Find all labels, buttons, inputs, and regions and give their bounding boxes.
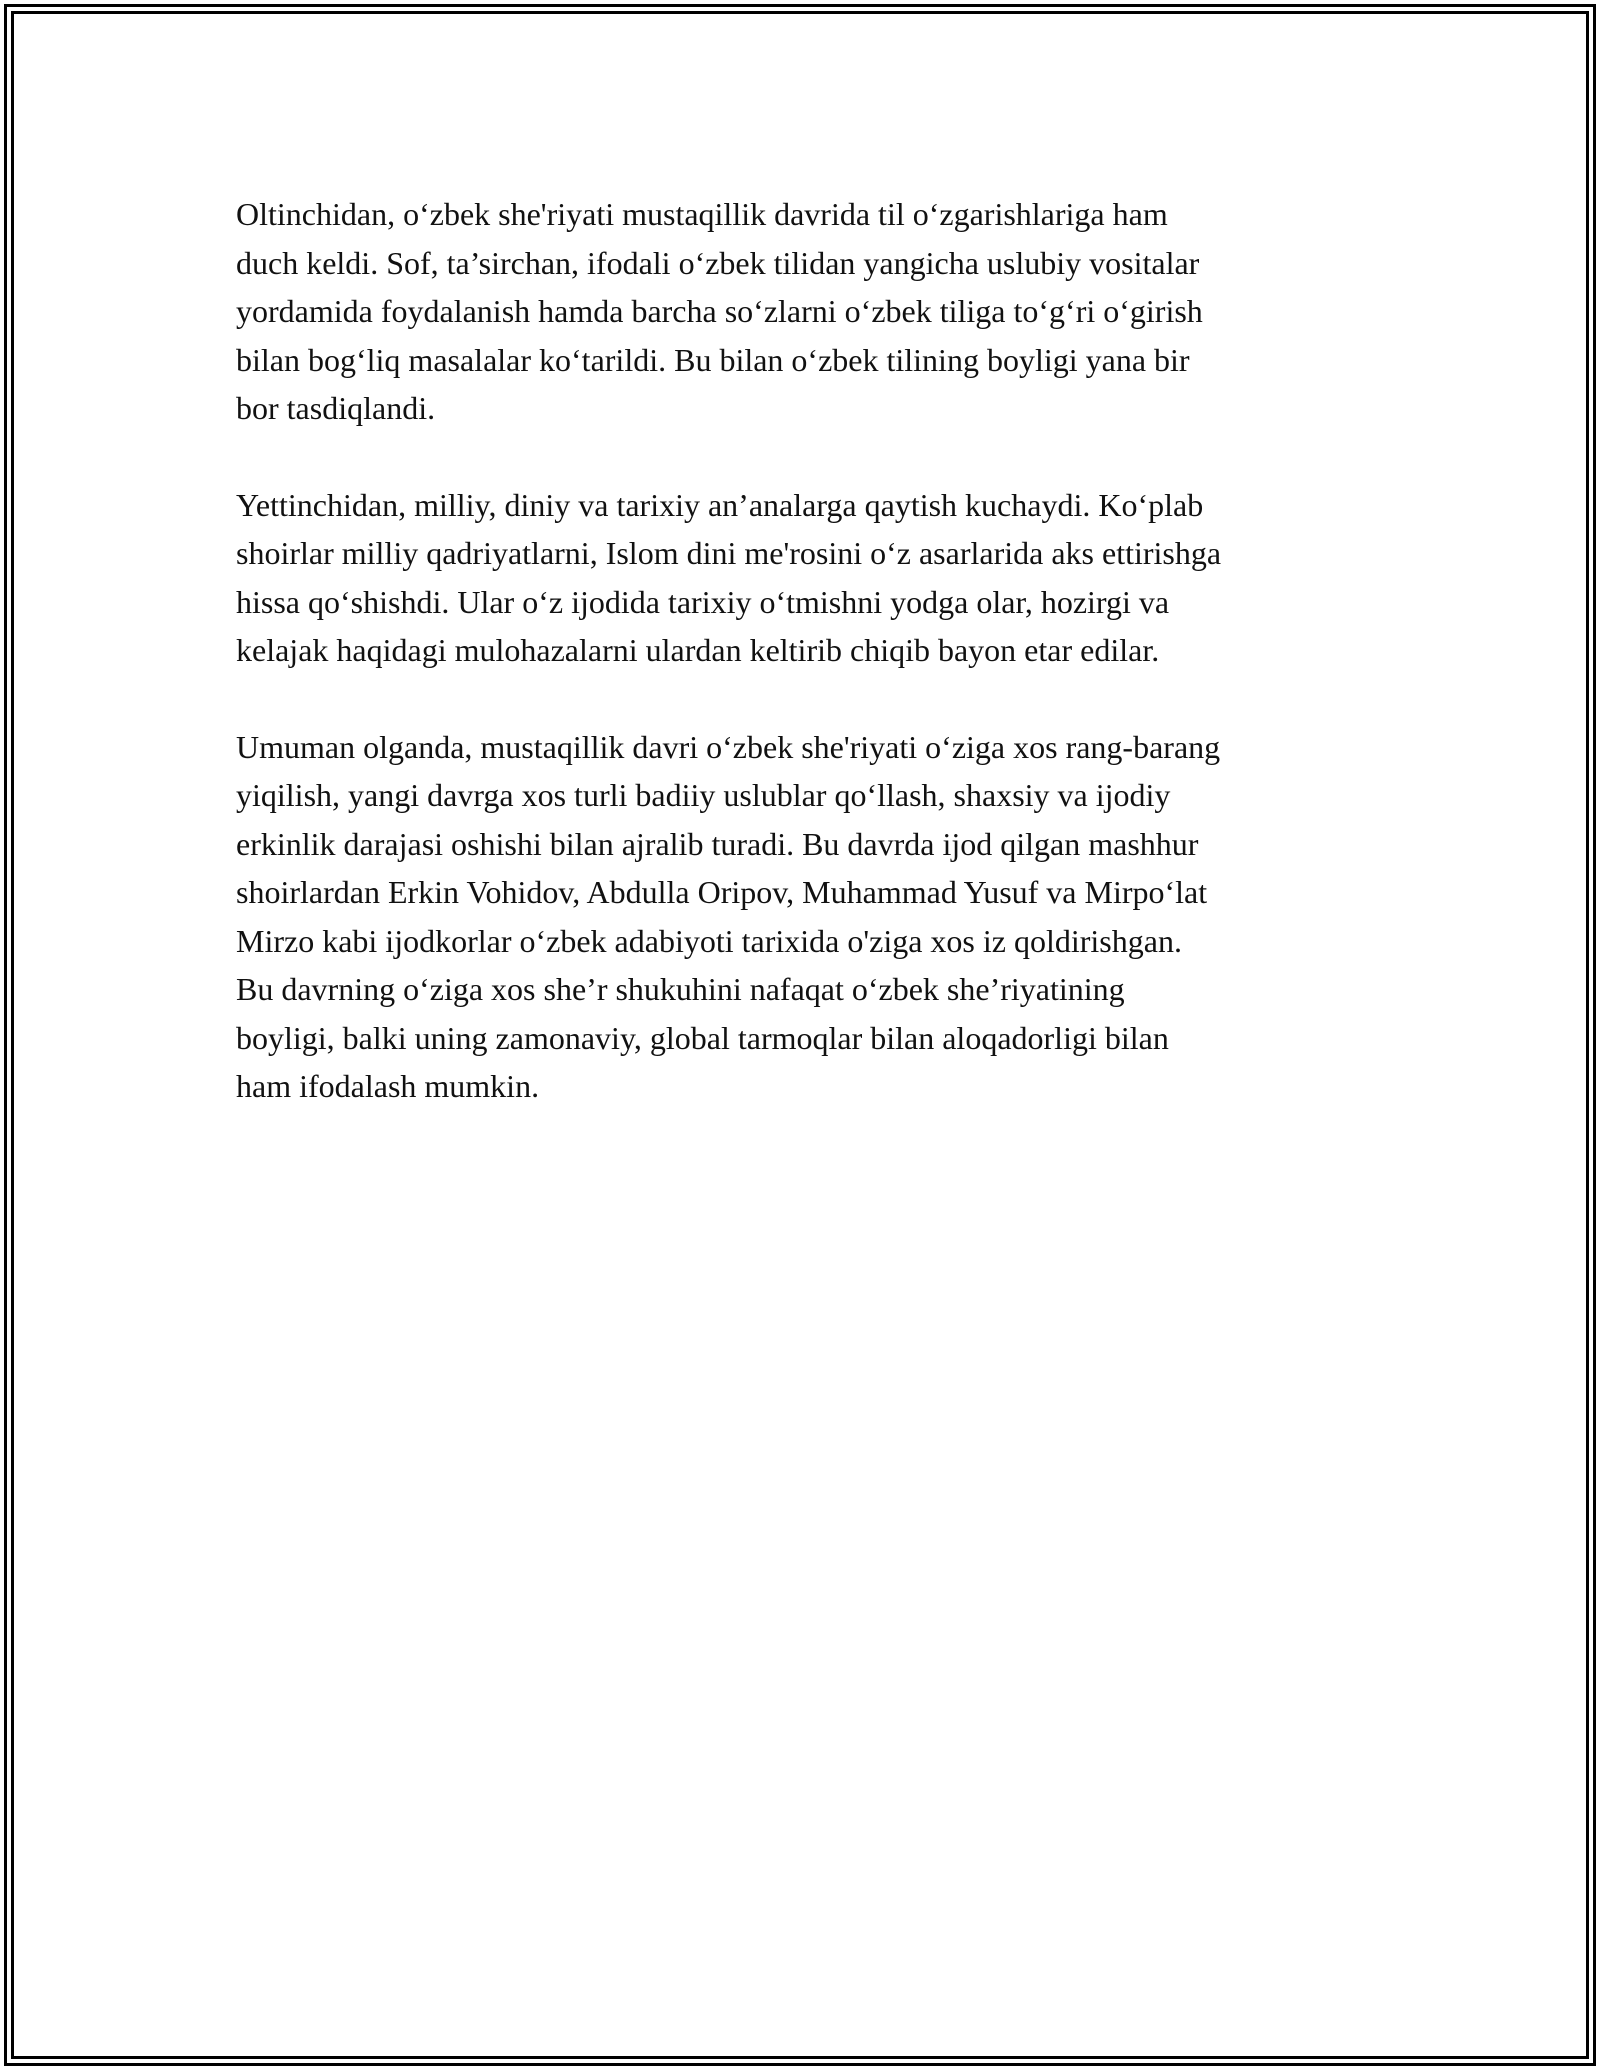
paragraph-line: boyligi, balki uning zamonaviy, global tarmoqlar bilan aloqadorligi bilan [236, 1019, 1169, 1056]
paragraph-line: Bu davrning o‘ziga xos she’r shukuhini nafaqat o‘zbek she’riyatining [236, 971, 1125, 1007]
paragraph-2 [236, 481, 1376, 675]
paragraph-line: Oltinchidan, o‘zbek she'riyati mustaqillik davrida til o‘zgarishlariga ham [236, 196, 1168, 232]
paragraph-line: shoirlardan Erkin Vohidov, Abdulla Oripov, Muhammad Yusuf va Mirpo‘lat [236, 874, 1208, 910]
paragraph-line: erkinlik darajasi oshishi bilan ajralib turadi. Bu davrda ijod qilgan mashhur [236, 825, 1199, 862]
paragraph-line: shoirlar milliy qadriyatlarni, Islom dini me'rosini o‘z asarlarida aks ettirishga [236, 535, 1222, 571]
paragraph-3 [236, 723, 1376, 1111]
paragraph-line: bor tasdiqlandi. [236, 390, 436, 426]
paragraph-line: bilan bog‘liq masalalar ko‘tarildi. Bu bilan o‘zbek tilining boyligi yana bir [236, 341, 1190, 378]
paragraph-1 [236, 190, 1376, 433]
paragraph-line: Umuman olganda, mustaqillik davri o‘zbek she'riyati o‘ziga xos rang-barang [236, 728, 1221, 765]
paragraph-line: yiqilish, yangi davrga xos turli badiiy uslublar qo‘llash, shaxsiy va ijodiy [236, 777, 1171, 813]
paragraph-line: hissa qo‘shishdi. Ular o‘z ijodida tarixiy o‘tmishni yodga olar, hozirgi va [236, 583, 1170, 620]
paragraph-line: ham ifodalash mumkin. [236, 1068, 540, 1104]
paragraph-line: yordamida foydalanish hamda barcha so‘zlarni o‘zbek tiliga to‘g‘ri o‘girish [236, 293, 1203, 329]
document-body [236, 190, 1376, 1111]
paragraph-line: kelajak haqidagi mulohazalarni ulardan keltirib chiqib bayon etar edilar. [236, 632, 1160, 668]
paragraph-line: duch keldi. Sof, ta’sirchan, ifodali o‘zbek tilidan yangicha uslubiy vositalar [236, 244, 1200, 281]
paragraph-line: Yettinchidan, milliy, diniy va tarixiy an’analarga qaytish kuchaydi. Ko‘plab [236, 486, 1204, 523]
paragraph-line: Mirzo kabi ijodkorlar o‘zbek adabiyoti tarixida o'ziga xos iz qoldirishgan. [236, 922, 1182, 959]
